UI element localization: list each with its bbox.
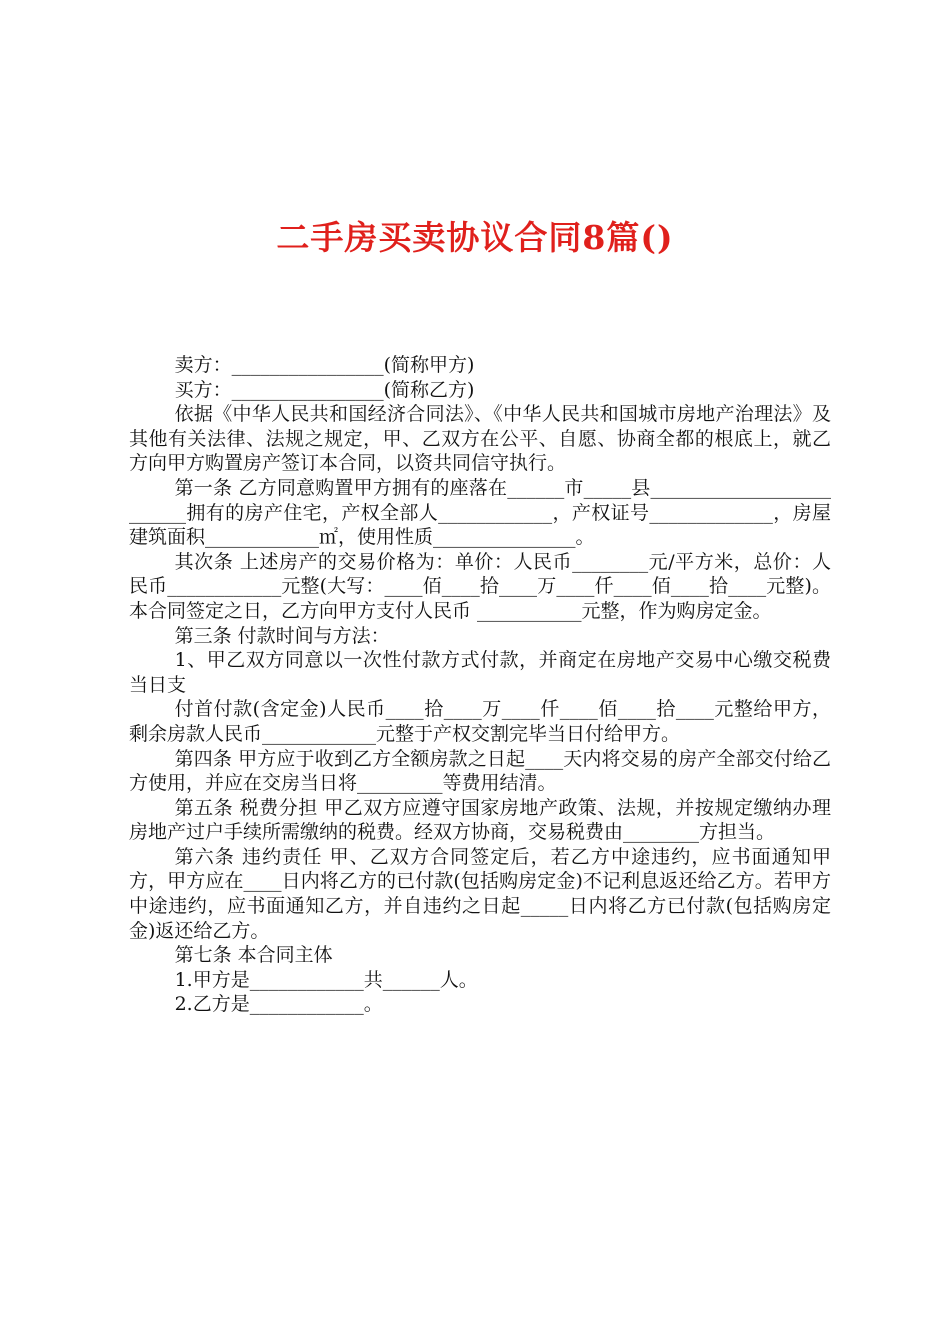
article-2-paragraph: 其次条 上述房产的交易价格为：单价：人民币________元/平方米，总价：人民币____________元整(大写：____佰____拾____万____仟____佰____拾____元整)。本合同签定之日，乙方向甲方支付人民币 ___________元整，作为购房定金。 [129, 550, 831, 622]
article-7-heading: 第七条 本合同主体 [174, 944, 333, 967]
buyer-line: 买方：________________(简称乙方) [174, 378, 475, 401]
article-1-paragraph: 第一条 乙方同意购置甲方拥有的座落在______市_____县_________________________拥有的房产住宅，产权全部人____________，产权证号_____________，房屋建筑面积____________㎡，使用性质_______________。 [129, 476, 831, 549]
article-7-item-1: 1.甲方是____________共______人。 [174, 968, 478, 991]
article-7-item-2: 2.乙方是____________。 [174, 993, 383, 1016]
document-title: 二手房买卖协议合同8篇() [276, 218, 674, 257]
article-6-paragraph: 第六条 违约责任 甲、乙双方合同签定后，若乙方中途违约，应书面通知甲方，甲方应在____日内将乙方的已付款(包括购房定金)不记利息返还给乙方。若甲方中途违约，应书面通知乙方，并自违约之日起_____日内将乙方已付款(包括购房定金)返还给乙方。 [129, 845, 831, 942]
article-3-item-1-continued: 付首付款(含定金)人民币____拾____万____仟____佰____拾____元整给甲方，剩余房款人民币____________元整于产权交割完毕当日付给甲方。 [129, 698, 831, 745]
article-5-paragraph: 第五条 税费分担 甲乙双方应遵守国家房地产政策、法规，并按规定缴纳办理房地产过户手续所需缴纳的税费。经双方协商，交易税费由________方担当。 [129, 796, 831, 844]
article-3-item-1: 1、甲乙双方同意以一次性付款方式付款，并商定在房地产交易中心缴交税费当日支 [129, 649, 831, 696]
article-3-heading: 第三条 付款时间与方法： [174, 624, 390, 647]
preamble-paragraph: 依据《中华人民共和国经济合同法》、《中华人民共和国城市房地产治理法》及其他有关法律、法规之规定，甲、乙双方在公平、自愿、协商全都的根底上，就乙方向甲方购置房产签订本合同，以资共同信守执行。 [129, 403, 831, 475]
contract-body [129, 353, 831, 1017]
seller-line: 卖方：________________(简称甲方) [174, 354, 475, 376]
article-4-paragraph: 第四条 甲方应于收到乙方全额房款之日起____天内将交易的房产全部交付给乙方使用，并应在交房当日将_________等费用结清。 [129, 747, 831, 795]
